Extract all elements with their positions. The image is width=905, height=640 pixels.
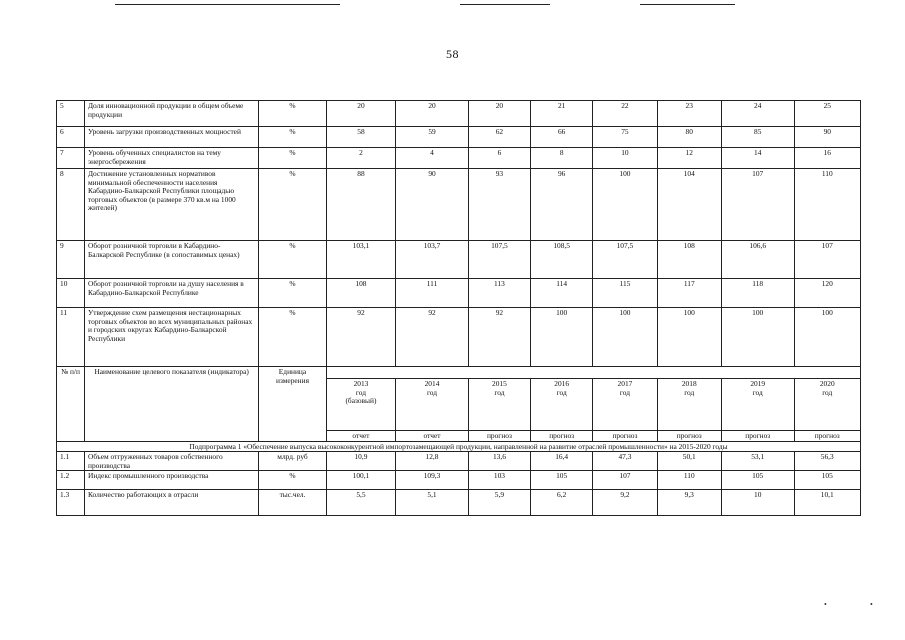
table-row <box>57 241 861 279</box>
header-num: № п/п <box>57 367 85 442</box>
value-cell: 20 <box>396 101 469 127</box>
value-cell: 22 <box>593 101 657 127</box>
unit-cell: % <box>259 169 326 241</box>
scan-top-line <box>460 4 550 5</box>
year-header-year: 2018 <box>681 379 697 388</box>
unit-cell: % <box>259 127 326 148</box>
row-number: 1.3 <box>57 490 85 516</box>
value-cell: 117 <box>657 279 721 308</box>
value-cell: 100 <box>721 308 794 367</box>
year-header-year: 2015 <box>492 379 507 388</box>
value-cell: 16 <box>794 148 860 169</box>
unit-cell: % <box>259 279 326 308</box>
value-cell: 104 <box>657 169 721 241</box>
year-header-year: 2013 <box>353 379 369 388</box>
value-cell: 2 <box>326 148 396 169</box>
year-header-line2: год <box>355 387 366 397</box>
year-header-year: 2014 <box>424 379 440 388</box>
year-header-line2: год <box>556 387 567 397</box>
value-cell: 114 <box>531 279 593 308</box>
unit-cell: % <box>259 471 326 490</box>
year-status: прогноз <box>531 431 593 442</box>
value-cell: 118 <box>721 279 794 308</box>
year-header-line2: год <box>684 387 695 397</box>
indicators-table <box>56 100 861 516</box>
year-header <box>593 379 657 431</box>
value-cell: 25 <box>794 101 860 127</box>
row-number: 10 <box>57 279 85 308</box>
value-cell: 107 <box>721 169 794 241</box>
year-status: прогноз <box>657 431 721 442</box>
unit-cell: млрд. руб <box>259 452 326 471</box>
value-cell: 80 <box>657 127 721 148</box>
unit-cell: % <box>259 101 326 127</box>
row-number: 6 <box>57 127 85 148</box>
value-cell: 111 <box>396 279 469 308</box>
value-cell: 110 <box>657 471 721 490</box>
unit-cell: % <box>259 148 326 169</box>
value-cell: 90 <box>794 127 860 148</box>
table-row <box>57 148 861 169</box>
value-cell: 107,5 <box>468 241 530 279</box>
value-cell: 56,3 <box>794 452 860 471</box>
year-header-line3: (базовый) <box>345 396 377 406</box>
year-header-line2: год <box>619 387 630 397</box>
year-header-year: 2016 <box>554 379 570 388</box>
value-cell: 47,3 <box>593 452 657 471</box>
value-cell: 100 <box>593 169 657 241</box>
value-cell: 75 <box>593 127 657 148</box>
value-cell: 53,1 <box>721 452 794 471</box>
table-row <box>57 452 861 471</box>
value-cell: 6,2 <box>531 490 593 516</box>
value-cell: 13,6 <box>468 452 530 471</box>
value-cell: 100 <box>657 308 721 367</box>
year-header-line2: год <box>822 387 833 397</box>
value-cell: 92 <box>468 308 530 367</box>
year-header <box>721 379 794 431</box>
value-cell: 107,5 <box>593 241 657 279</box>
year-header <box>794 379 860 431</box>
value-cell: 6 <box>468 148 530 169</box>
value-cell: 20 <box>326 101 396 127</box>
value-cell: 103,1 <box>326 241 396 279</box>
value-cell: 21 <box>531 101 593 127</box>
table-row <box>57 169 861 241</box>
value-cell: 23 <box>657 101 721 127</box>
value-cell: 120 <box>794 279 860 308</box>
value-cell: 105 <box>721 471 794 490</box>
value-cell: 108 <box>326 279 396 308</box>
year-header <box>657 379 721 431</box>
value-cell: 100 <box>531 308 593 367</box>
table-row <box>57 471 861 490</box>
value-cell: 88 <box>326 169 396 241</box>
indicator-name: Количество работающих в отрасли <box>85 490 259 516</box>
table-row <box>57 279 861 308</box>
year-header-year: 2020 <box>819 379 835 388</box>
value-cell: 103,7 <box>396 241 469 279</box>
value-cell: 20 <box>468 101 530 127</box>
subprogram-title: Подпрограмма 1 «Обеспечение выпуска высококонкурентной импортозамещающей продукции, направленной на развитие отраслей промышленности» на 2015-2020 годы <box>57 441 861 452</box>
value-cell: 113 <box>468 279 530 308</box>
year-status: отчет <box>396 431 469 442</box>
value-cell: 96 <box>531 169 593 241</box>
year-status: прогноз <box>721 431 794 442</box>
row-number: 8 <box>57 169 85 241</box>
unit-cell: % <box>259 241 326 279</box>
indicator-name: Объем отгруженных товаров собственного производства <box>85 452 259 471</box>
row-number: 1.2 <box>57 471 85 490</box>
header-unit: Единица измерения <box>259 367 326 442</box>
value-cell: 8 <box>531 148 593 169</box>
value-cell: 108 <box>657 241 721 279</box>
value-cell: 5,5 <box>326 490 396 516</box>
value-cell: 16,4 <box>531 452 593 471</box>
row-number: 1.1 <box>57 452 85 471</box>
year-header-year: 2017 <box>617 379 633 388</box>
value-cell: 103 <box>468 471 530 490</box>
value-cell: 62 <box>468 127 530 148</box>
value-cell: 10,9 <box>326 452 396 471</box>
value-cell: 14 <box>721 148 794 169</box>
indicator-name: Оборот розничной торговли на душу населения в Кабардино-Балкарской Республике <box>85 279 259 308</box>
subprogram-row <box>57 441 861 452</box>
value-cell: 110 <box>794 169 860 241</box>
table-row <box>57 101 861 127</box>
year-header-line2: год <box>494 387 505 397</box>
value-cell: 10,1 <box>794 490 860 516</box>
row-number: 5 <box>57 101 85 127</box>
row-number: 9 <box>57 241 85 279</box>
page-number: 58 <box>446 47 459 61</box>
value-cell: 106,6 <box>721 241 794 279</box>
header-row <box>57 367 861 379</box>
value-cell: 10 <box>593 148 657 169</box>
value-cell: 105 <box>531 471 593 490</box>
value-cell: 50,1 <box>657 452 721 471</box>
value-cell: 12 <box>657 148 721 169</box>
table-row <box>57 308 861 367</box>
scan-top-line <box>115 4 340 5</box>
table-row <box>57 127 861 148</box>
unit-cell: % <box>259 308 326 367</box>
value-cell: 5,9 <box>468 490 530 516</box>
year-header-line2: год <box>426 387 438 397</box>
value-cell: 105 <box>794 471 860 490</box>
value-cell: 66 <box>531 127 593 148</box>
indicator-name: Индекс промышленного производства <box>85 471 259 490</box>
value-cell: 9,3 <box>657 490 721 516</box>
year-header <box>531 379 593 431</box>
year-status: прогноз <box>468 431 530 442</box>
indicator-name: Уровень обученных специалистов на тему энергосбережения <box>85 148 259 169</box>
value-cell: 58 <box>326 127 396 148</box>
scan-mark: • <box>824 600 827 609</box>
indicator-name: Уровень загрузки производственных мощностей <box>85 127 259 148</box>
year-header <box>468 379 530 431</box>
indicator-name: Оборот розничной торговли в Кабардино-Балкарской Республике (в сопоставимых ценах) <box>85 241 259 279</box>
year-status: прогноз <box>593 431 657 442</box>
value-cell: 108,5 <box>531 241 593 279</box>
year-status: прогноз <box>794 431 860 442</box>
indicator-name: Доля инновационной продукции в общем объеме продукции <box>85 101 259 127</box>
year-header <box>396 379 469 431</box>
value-cell: 100,1 <box>326 471 396 490</box>
value-cell: 4 <box>396 148 469 169</box>
year-header-year: 2019 <box>750 379 766 388</box>
value-cell: 5,1 <box>396 490 469 516</box>
value-cell: 93 <box>468 169 530 241</box>
scan-top-line <box>640 4 735 5</box>
indicator-name: Достижение установленных нормативов минимальной обеспеченности населения Кабардино-Балкарской Республики площадью торговых объектов (в размере 370 кв.м на 1000 жителей) <box>85 169 259 241</box>
year-header-line2: год <box>752 387 763 397</box>
unit-cell: тыс.чел. <box>259 490 326 516</box>
value-cell: 9,2 <box>593 490 657 516</box>
value-cell: 107 <box>593 471 657 490</box>
indicator-name: Утверждение схем размещения нестационарных торговых объектов во всех муниципальных районах и городских округах Кабардино-Балкарской Республики <box>85 308 259 367</box>
header-spacer <box>326 367 860 379</box>
year-header <box>326 379 396 431</box>
value-cell: 109,3 <box>396 471 469 490</box>
value-cell: 12,8 <box>396 452 469 471</box>
value-cell: 90 <box>396 169 469 241</box>
row-number: 7 <box>57 148 85 169</box>
value-cell: 24 <box>721 101 794 127</box>
value-cell: 100 <box>593 308 657 367</box>
header-name: Наименование целевого показателя (индикатора) <box>85 367 259 442</box>
value-cell: 59 <box>396 127 469 148</box>
value-cell: 115 <box>593 279 657 308</box>
table-row <box>57 490 861 516</box>
value-cell: 107 <box>794 241 860 279</box>
row-number: 11 <box>57 308 85 367</box>
value-cell: 10 <box>721 490 794 516</box>
year-status: отчет <box>326 431 396 442</box>
value-cell: 85 <box>721 127 794 148</box>
value-cell: 92 <box>396 308 469 367</box>
value-cell: 92 <box>326 308 396 367</box>
scan-mark: • <box>870 600 873 609</box>
value-cell: 100 <box>794 308 860 367</box>
